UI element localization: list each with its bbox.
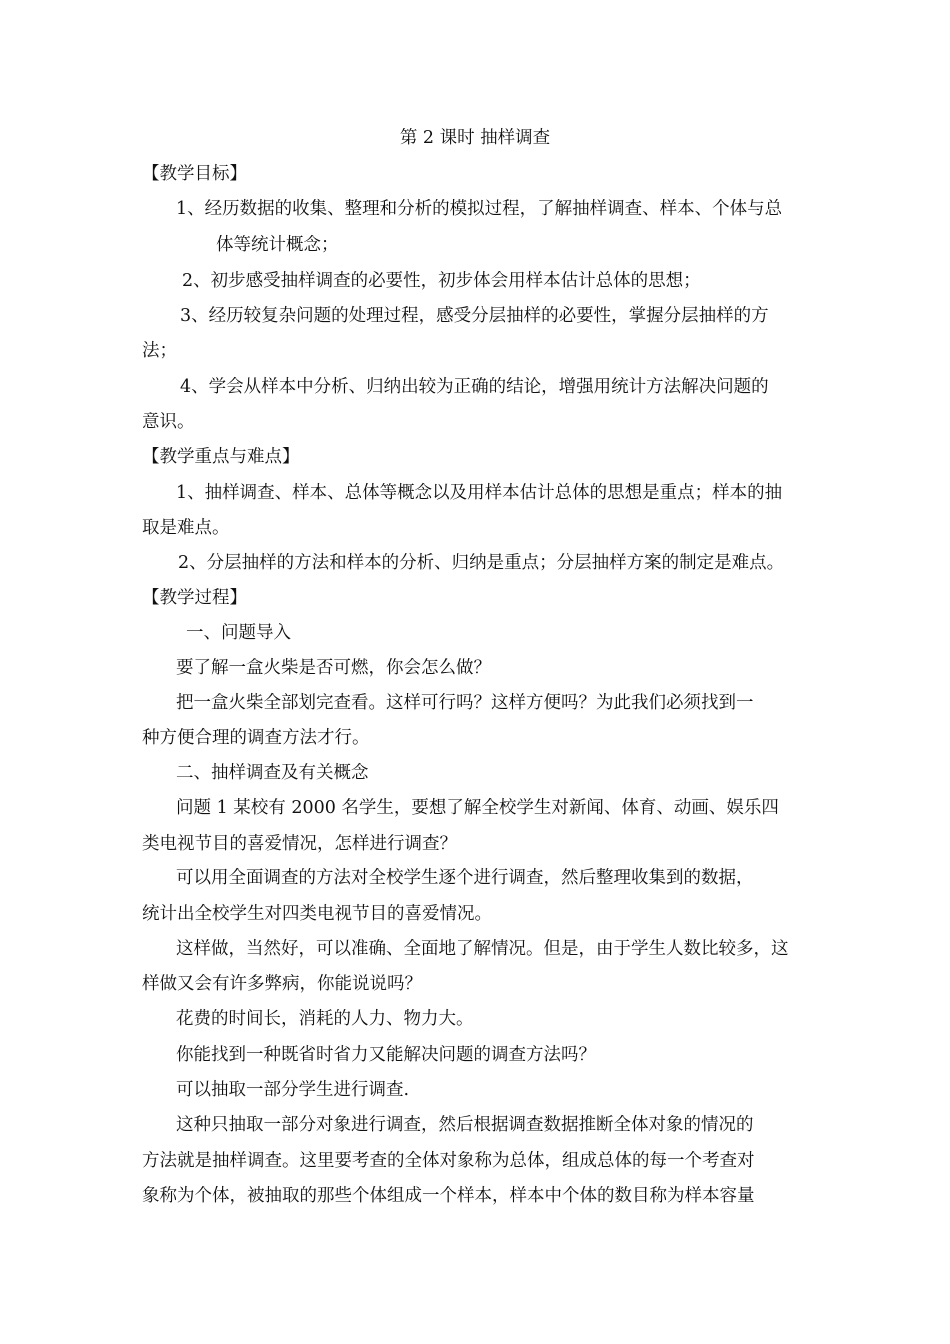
- section-heading-key-points: 【教学重点与难点】: [142, 447, 300, 467]
- text-line: 象称为个体，被抽取的那些个体组成一个样本，样本中个体的数目称为样本容量: [142, 1186, 755, 1206]
- text-line: 问题 1 某校有 2000 名学生，要想了解全校学生对新闻、体育、动画、娱乐四: [176, 798, 779, 818]
- text-line: 方法就是抽样调查。这里要考查的全体对象称为总体，组成总体的每一个考查对: [142, 1151, 755, 1171]
- text-line: 这种只抽取一部分对象进行调查，然后根据调查数据推断全体对象的情况的: [176, 1115, 754, 1135]
- text-line: 类电视节目的喜爱情况，怎样进行调查？: [142, 834, 457, 854]
- text-line: 样做又会有许多弊病，你能说说吗？: [142, 974, 422, 994]
- text-line: 意识。: [142, 412, 195, 432]
- page-title: 第 2 课时 抽样调查: [399, 128, 551, 148]
- text-line: 体等统计概念；: [216, 235, 339, 255]
- text-line: 可以用全面调查的方法对全校学生逐个进行调查，然后整理收集到的数据，: [176, 868, 754, 888]
- text-line: 这样做，当然好，可以准确、全面地了解情况。但是，由于学生人数比较多，这: [176, 939, 789, 959]
- text-line: 法；: [142, 341, 177, 361]
- text-line: 1、经历数据的收集、整理和分析的模拟过程，了解抽样调查、样本、个体与总: [176, 199, 783, 219]
- text-line: 统计出全校学生对四类电视节目的喜爱情况。: [142, 904, 492, 924]
- text-line: 1、抽样调查、样本、总体等概念以及用样本估计总体的思想是重点；样本的抽: [176, 483, 783, 503]
- text-line: 4、学会从样本中分析、归纳出较为正确的结论，增强用统计方法解决问题的: [180, 377, 769, 397]
- text-line: 取是难点。: [142, 518, 230, 538]
- subsection-heading: 二、抽样调查及有关概念: [176, 763, 369, 783]
- text-line: 种方便合理的调查方法才行。: [142, 728, 370, 748]
- text-line: 3、经历较复杂问题的处理过程，感受分层抽样的必要性，掌握分层抽样的方: [180, 306, 769, 326]
- text-line: 可以抽取一部分学生进行调查.: [176, 1080, 410, 1100]
- section-heading-process: 【教学过程】: [142, 588, 247, 608]
- subsection-heading: 一、问题导入: [186, 623, 291, 643]
- section-heading-objectives: 【教学目标】: [142, 164, 247, 184]
- text-line: 把一盒火柴全部划完查看。这样可行吗？这样方便吗？为此我们必须找到一: [176, 693, 754, 713]
- text-line: 2、初步感受抽样调查的必要性，初步体会用样本估计总体的思想；: [182, 271, 701, 291]
- text-line: 你能找到一种既省时省力又能解决问题的调查方法吗？: [176, 1045, 596, 1065]
- text-line: 要了解一盒火柴是否可燃，你会怎么做？: [176, 658, 491, 678]
- text-line: 花费的时间长，消耗的人力、物力大。: [176, 1009, 474, 1029]
- text-line: 2、分层抽样的方法和样本的分析、归纳是重点；分层抽样方案的制定是难点。: [178, 553, 785, 573]
